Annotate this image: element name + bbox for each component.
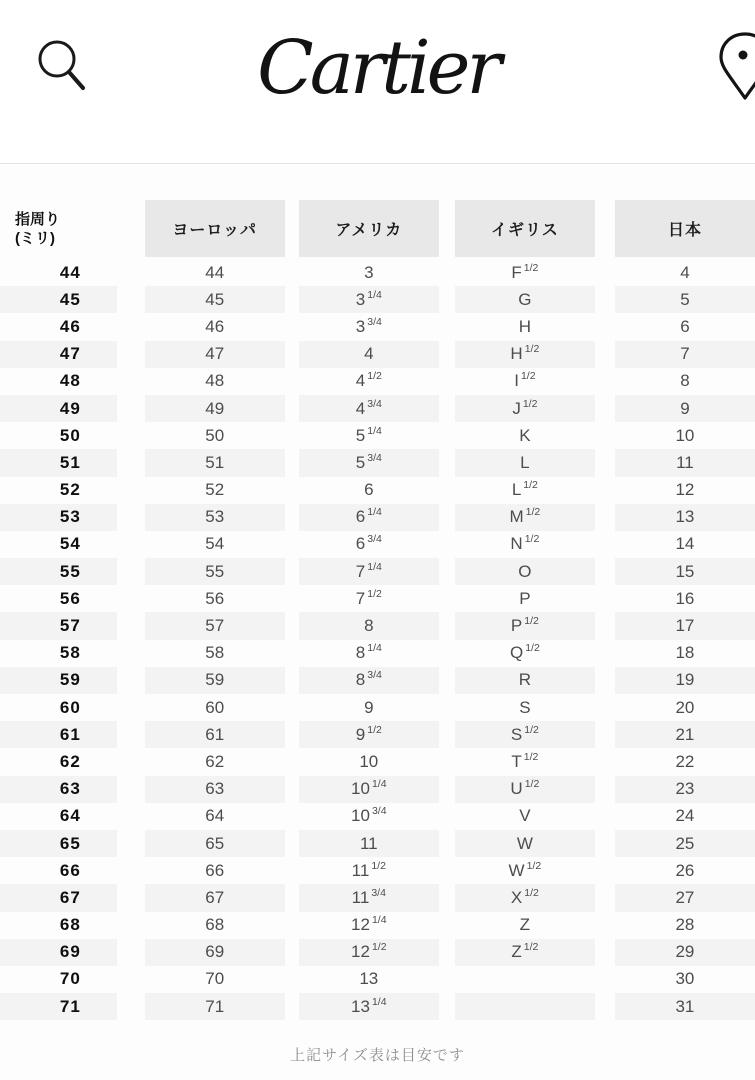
cell-america-size: 13 [359,969,379,989]
fraction-superscript: 1/4 [371,914,387,927]
fraction-superscript: 3/4 [371,805,387,818]
cell-circumference-mm: 59 [0,667,117,694]
cell-japan-size: 25 [615,830,755,857]
cell-japan-size: 17 [615,612,755,639]
cell-circumference-mm: 68 [59,915,81,935]
cell-uk-size [455,993,595,1020]
table-row [0,558,755,585]
cell-japan-size: 31 [615,993,755,1020]
ring-size-table [0,200,755,1020]
cell-japan-size: 5 [615,286,755,313]
cell-europe-size: 71 [145,993,285,1020]
cell-europe-size: 68 [205,915,225,935]
cell-uk-size: V [519,806,531,826]
cell-circumference-mm: 64 [59,806,81,826]
table-row [0,395,755,422]
table-row [0,667,755,694]
cell-europe-size: 54 [205,534,225,554]
cell-europe-size: 60 [205,697,225,717]
cell-america-size: 13 1/4 [299,993,439,1020]
fraction-superscript: 1/2 [524,343,540,356]
cell-america-size: 6 1/4 [299,504,439,531]
cell-europe-size: 53 [145,504,285,531]
cell-uk-size: P [519,588,531,608]
cell-america-size: 10 3/4 [351,805,387,826]
cell-circumference-mm: 45 [0,286,117,313]
fraction-superscript: 1/2 [524,886,539,899]
cell-japan-size: 30 [675,969,695,989]
cell-america-size: 7 1/4 [299,558,439,585]
cell-japan-size: 16 [675,588,695,608]
cell-uk-size: F 1/2 [511,261,539,282]
fraction-superscript: 1/4 [367,642,382,655]
fraction-superscript: 1/2 [367,723,382,736]
fraction-superscript: 1/4 [371,778,387,791]
cell-europe-size: 57 [145,612,285,639]
fraction-superscript: 1/4 [371,995,387,1008]
table-row [0,341,755,368]
cell-uk-size: Q 1/2 [509,642,540,663]
cell-japan-size: 19 [615,667,755,694]
fraction-superscript: 1/2 [524,615,539,628]
table-row [0,748,755,775]
table-row [0,884,755,911]
cell-america-size: 10 [359,751,379,771]
table-row [0,803,755,830]
cell-circumference-mm: 53 [0,504,117,531]
table-row [0,422,755,449]
cell-europe-size: 63 [145,776,285,803]
cell-europe-size: 48 [205,371,225,391]
cell-circumference-mm: 60 [59,697,81,717]
cell-america-size: 11 [299,830,439,857]
cell-uk-size: X 1/2 [455,884,595,911]
cell-uk-size: R [455,667,595,694]
cell-japan-size: 20 [675,697,695,717]
cell-europe-size: 67 [145,884,285,911]
cell-circumference-mm: 70 [59,969,81,989]
cell-europe-size: 59 [145,667,285,694]
cell-circumference-mm: 63 [0,776,117,803]
cell-europe-size: 58 [205,643,225,663]
cell-uk-size: Z [519,915,531,935]
cell-uk-size: O [455,558,595,585]
cell-america-size: 3 1/4 [299,286,439,313]
cell-europe-size: 49 [145,395,285,422]
cell-uk-size: W [455,830,595,857]
cell-japan-size: 23 [615,776,755,803]
cell-uk-size: T 1/2 [511,750,539,771]
cell-europe-size: 66 [205,860,225,880]
cell-japan-size: 15 [615,558,755,585]
cell-america-size: 5 1/4 [355,424,382,445]
fraction-superscript: 1/2 [524,533,540,546]
cell-europe-size: 51 [145,449,285,476]
location-pin-icon[interactable] [713,28,755,108]
cell-america-size: 7 1/2 [355,587,382,608]
cell-circumference-mm: 55 [0,558,117,585]
fraction-superscript: 3/4 [367,669,382,682]
fraction-superscript: 1/4 [367,506,382,519]
table-row [0,857,755,884]
cell-uk-size [455,966,595,993]
cell-circumference-mm: 57 [0,612,117,639]
cell-circumference-mm: 44 [59,262,81,282]
fraction-superscript: 1/4 [367,288,382,301]
cell-europe-size: 70 [205,969,225,989]
table-row [0,504,755,531]
cell-japan-size: 9 [615,395,755,422]
fraction-superscript: 3/4 [371,886,386,899]
cell-japan-size: 29 [615,939,755,966]
cell-uk-size: M 1/2 [455,504,595,531]
table-row [0,939,755,966]
table-row [0,640,755,667]
fraction-superscript: 1/2 [367,587,382,600]
fraction-superscript: 1/2 [525,642,540,655]
table-row [0,966,755,993]
column-header-japan: 日本 [615,200,755,257]
cell-japan-size: 7 [615,341,755,368]
table-row [0,776,755,803]
table-row [0,286,755,313]
cell-europe-size: 62 [205,751,225,771]
cell-circumference-mm: 54 [59,534,81,554]
cell-uk-size: W 1/2 [508,859,542,880]
cell-uk-size: G [455,286,595,313]
table-row [0,721,755,748]
cell-uk-size: H [518,316,532,336]
cell-uk-size: I 1/2 [514,370,536,391]
fraction-superscript: 1/2 [523,261,539,274]
fraction-superscript: 3/4 [367,451,382,464]
column-header-circumference [0,200,117,257]
fraction-superscript: 1/2 [371,859,386,872]
fraction-superscript: 1/2 [367,370,382,383]
cell-japan-size: 18 [675,643,695,663]
column-header-circumference-line2: (ミリ) [15,229,55,247]
cell-america-size: 4 1/2 [355,370,382,391]
fraction-superscript: 1/2 [522,397,538,410]
cell-europe-size: 52 [205,480,225,500]
table-row [0,449,755,476]
table-row [0,912,755,939]
table-row [0,531,755,558]
cell-circumference-mm: 67 [0,884,117,911]
cell-circumference-mm: 47 [0,341,117,368]
cell-japan-size: 24 [675,806,695,826]
cell-europe-size: 64 [205,806,225,826]
cell-circumference-mm: 48 [59,371,81,391]
fraction-superscript: 1/2 [371,941,387,954]
cell-europe-size: 61 [145,721,285,748]
cell-america-size: 4 3/4 [299,395,439,422]
cell-america-size: 12 1/4 [351,914,387,935]
cartier-logo[interactable]: Cartier [257,25,498,111]
cell-uk-size: H 1/2 [455,341,595,368]
cell-uk-size: Z 1/2 [455,939,595,966]
cell-circumference-mm: 49 [0,395,117,422]
cell-uk-size: S 1/2 [455,721,595,748]
top-bar [0,0,755,164]
cell-america-size: 11 3/4 [299,884,439,911]
table-row [0,612,755,639]
cell-japan-size: 14 [675,534,695,554]
cell-europe-size: 45 [145,286,285,313]
cell-uk-size: P 1/2 [455,612,595,639]
cell-america-size: 11 1/2 [351,859,386,880]
fraction-superscript: 1/2 [526,859,542,872]
cell-america-size: 6 [364,480,374,500]
cell-circumference-mm: 58 [59,643,81,663]
cell-uk-size: N 1/2 [510,533,540,554]
fraction-superscript: 3/4 [367,533,382,546]
table-body [0,259,755,1020]
cell-japan-size: 4 [680,262,690,282]
cell-japan-size: 22 [675,751,695,771]
fraction-superscript: 3/4 [367,397,382,410]
cell-circumference-mm: 52 [59,480,81,500]
cell-america-size: 9 [364,697,374,717]
fraction-superscript: 1/2 [523,750,539,763]
table-row [0,313,755,340]
cell-circumference-mm: 65 [0,830,117,857]
fraction-superscript: 1/2 [523,941,539,954]
cell-america-size: 9 1/2 [299,721,439,748]
cell-japan-size: 8 [680,371,690,391]
cell-europe-size: 65 [145,830,285,857]
cell-uk-size: L [455,449,595,476]
cell-europe-size: 69 [145,939,285,966]
cell-circumference-mm: 50 [59,425,81,445]
cell-uk-size: J 1/2 [455,395,595,422]
cell-europe-size: 47 [145,341,285,368]
cell-circumference-mm: 69 [0,939,117,966]
cell-europe-size: 55 [145,558,285,585]
fraction-superscript: 1/4 [367,560,382,573]
cell-america-size: 12 1/2 [299,939,439,966]
cell-europe-size: 50 [205,425,225,445]
cell-america-size: 3 [364,262,374,282]
cell-europe-size: 56 [205,588,225,608]
fraction-superscript: 1/2 [525,506,541,519]
column-header-europe: ヨーロッパ [145,200,285,257]
cell-japan-size: 10 [675,425,695,445]
fraction-superscript: 1/4 [367,424,382,437]
cell-japan-size: 28 [675,915,695,935]
cell-japan-size: 21 [615,721,755,748]
fraction-superscript: 1/2 [523,479,538,492]
cell-japan-size: 27 [615,884,755,911]
cell-america-size: 6 3/4 [355,533,382,554]
cell-japan-size: 6 [680,316,690,336]
table-row [0,830,755,857]
cell-uk-size: S [519,697,531,717]
fraction-superscript: 3/4 [367,315,382,328]
column-header-america: アメリカ [299,200,439,257]
cell-japan-size: 11 [615,449,755,476]
fraction-superscript: 1/2 [520,370,536,383]
cell-uk-size: L 1/2 [511,479,538,500]
cell-japan-size: 13 [615,504,755,531]
column-header-circumference-line1: 指周り [15,210,61,228]
table-header-row [0,200,755,257]
cell-circumference-mm: 62 [59,751,81,771]
cell-uk-size: K [519,425,531,445]
cell-europe-size: 46 [205,316,225,336]
table-row [0,694,755,721]
cell-circumference-mm: 56 [59,588,81,608]
column-header-uk: イギリス [455,200,595,257]
cell-america-size: 4 [299,341,439,368]
cell-circumference-mm: 61 [0,721,117,748]
cell-japan-size: 26 [675,860,695,880]
cell-america-size: 8 [299,612,439,639]
size-chart-disclaimer: 上記サイズ表は目安です [290,1047,465,1065]
fraction-superscript: 1/2 [524,778,540,791]
cell-america-size: 8 3/4 [299,667,439,694]
cell-circumference-mm: 71 [0,993,117,1020]
cell-america-size: 8 1/4 [355,642,382,663]
table-row [0,993,755,1020]
cell-europe-size: 44 [205,262,225,282]
table-row [0,368,755,395]
table-row [0,585,755,612]
cell-america-size: 3 3/4 [355,315,382,336]
cell-circumference-mm: 46 [59,316,81,336]
cell-america-size: 5 3/4 [299,449,439,476]
cell-america-size: 10 1/4 [299,776,439,803]
cell-japan-size: 12 [675,480,695,500]
cell-uk-size: U 1/2 [455,776,595,803]
table-row [0,259,755,286]
fraction-superscript: 1/2 [524,723,539,736]
table-row [0,477,755,504]
cell-circumference-mm: 66 [59,860,81,880]
cell-circumference-mm: 51 [0,449,117,476]
